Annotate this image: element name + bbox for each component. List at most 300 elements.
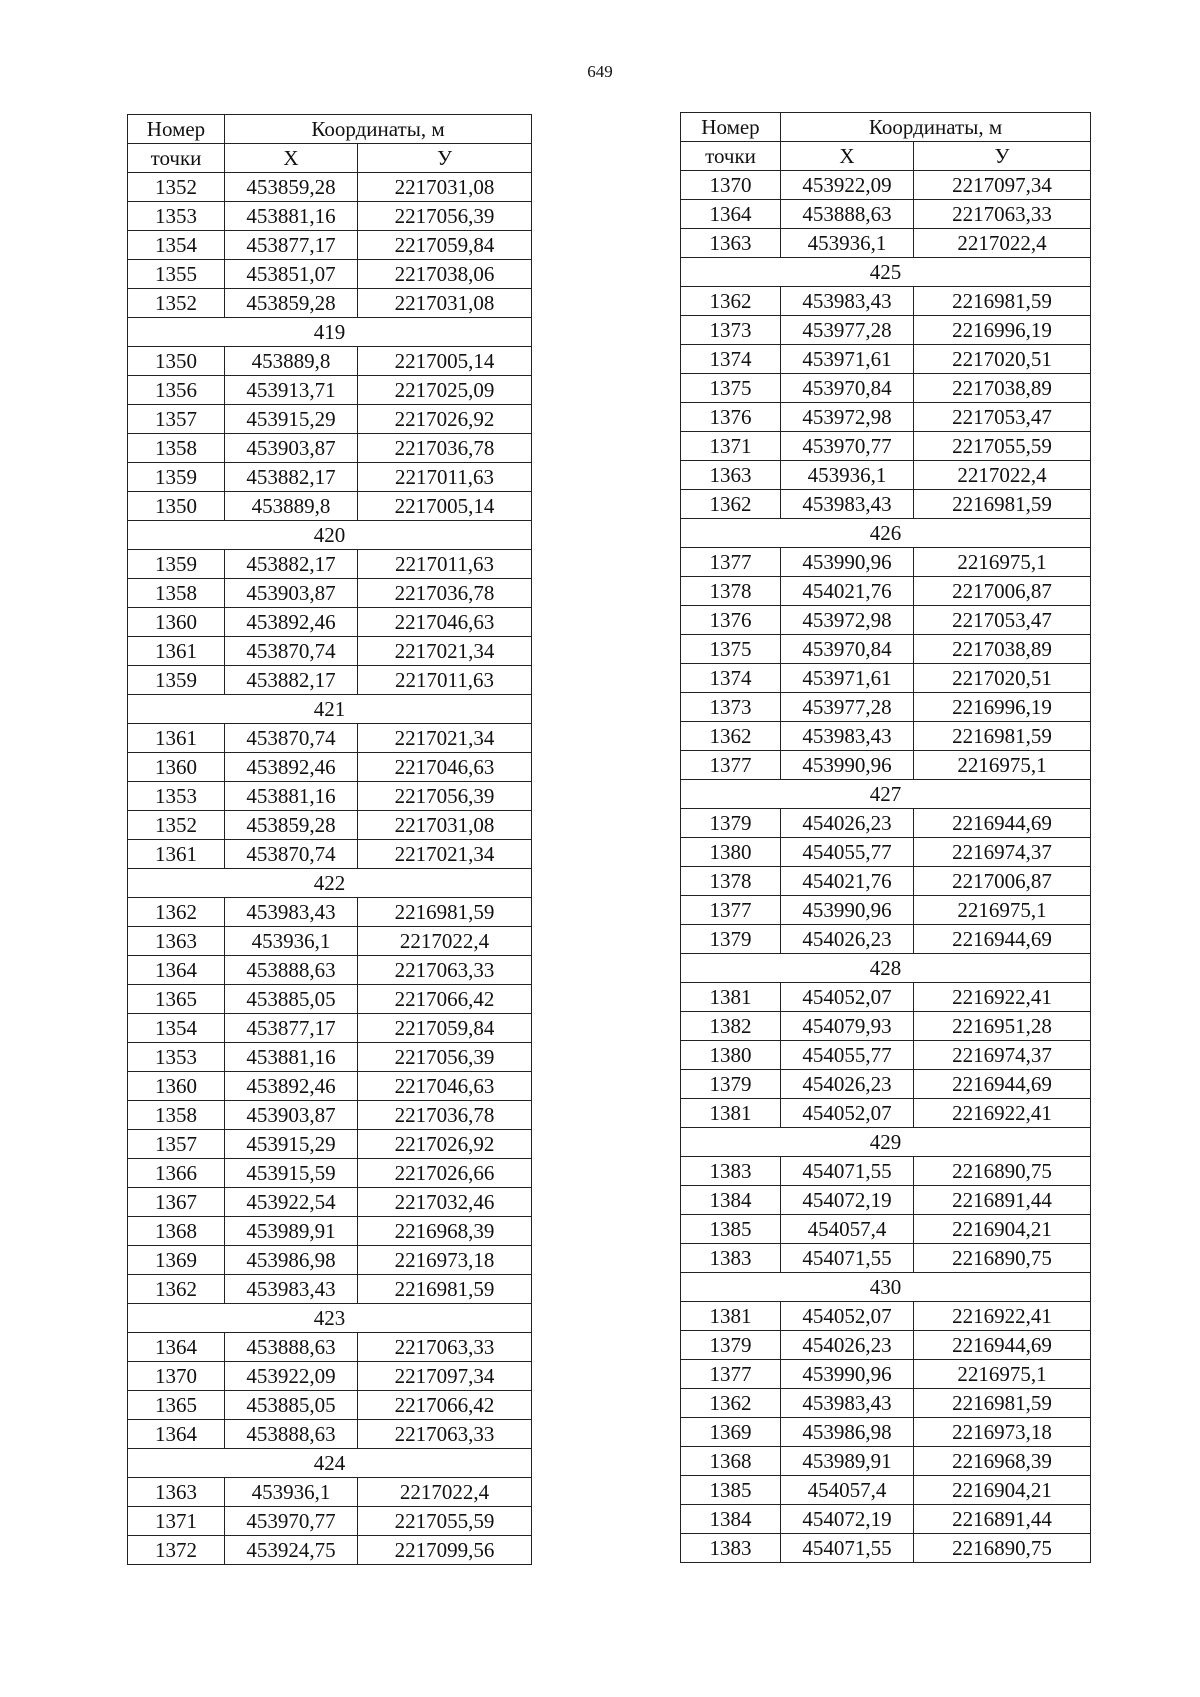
y-coordinate-cell: 2216974,37 xyxy=(914,1041,1091,1070)
table-row xyxy=(128,608,532,637)
x-column-header: Х xyxy=(781,142,914,171)
point-number-cell: 1379 xyxy=(681,1070,781,1099)
table-row xyxy=(681,490,1091,519)
table-row xyxy=(128,1159,532,1188)
y-coordinate-cell: 2217011,63 xyxy=(358,463,532,492)
point-number-cell: 1361 xyxy=(128,840,225,869)
point-number-cell: 1366 xyxy=(128,1159,225,1188)
y-coordinate-cell: 2217005,14 xyxy=(358,347,532,376)
point-number-cell: 1354 xyxy=(128,231,225,260)
table-row xyxy=(681,1157,1091,1186)
point-number-cell: 1352 xyxy=(128,289,225,318)
section-number: 424 xyxy=(128,1449,532,1478)
point-number-cell: 1379 xyxy=(681,1331,781,1360)
point-number-cell: 1376 xyxy=(681,403,781,432)
x-coordinate-cell: 453986,98 xyxy=(781,1418,914,1447)
table-row xyxy=(128,1536,532,1565)
y-coordinate-cell: 2216975,1 xyxy=(914,548,1091,577)
y-coordinate-cell: 2217020,51 xyxy=(914,664,1091,693)
coordinates-table-right xyxy=(680,112,1091,1563)
point-number-cell: 1377 xyxy=(681,896,781,925)
section-row xyxy=(681,258,1091,287)
y-coordinate-cell: 2217032,46 xyxy=(358,1188,532,1217)
point-number-cell: 1359 xyxy=(128,463,225,492)
point-number-cell: 1357 xyxy=(128,405,225,434)
table-row xyxy=(681,1302,1091,1331)
y-coordinate-cell: 2216973,18 xyxy=(914,1418,1091,1447)
x-coordinate-cell: 453885,05 xyxy=(225,985,358,1014)
point-number-cell: 1360 xyxy=(128,1072,225,1101)
point-number-header-top: Номер xyxy=(681,113,781,142)
section-number: 426 xyxy=(681,519,1091,548)
table-row xyxy=(681,287,1091,316)
x-coordinate-cell: 453986,98 xyxy=(225,1246,358,1275)
y-coordinate-cell: 2216975,1 xyxy=(914,896,1091,925)
x-coordinate-cell: 453877,17 xyxy=(225,1014,358,1043)
x-coordinate-cell: 454055,77 xyxy=(781,1041,914,1070)
point-number-cell: 1376 xyxy=(681,606,781,635)
table-row xyxy=(128,724,532,753)
x-coordinate-cell: 453870,74 xyxy=(225,637,358,666)
x-coordinate-cell: 453913,71 xyxy=(225,376,358,405)
x-coordinate-cell: 454079,93 xyxy=(781,1012,914,1041)
point-number-cell: 1383 xyxy=(681,1244,781,1273)
table-row xyxy=(681,693,1091,722)
coordinates-header: Координаты, м xyxy=(225,115,532,144)
point-number-header-bottom: точки xyxy=(128,144,225,173)
table-row xyxy=(681,983,1091,1012)
x-coordinate-cell: 453892,46 xyxy=(225,753,358,782)
y-coordinate-cell: 2216981,59 xyxy=(914,722,1091,751)
point-number-cell: 1362 xyxy=(128,898,225,927)
table-header-row xyxy=(681,113,1091,142)
point-number-cell: 1372 xyxy=(128,1536,225,1565)
table-row xyxy=(128,405,532,434)
y-coordinate-cell: 2216922,41 xyxy=(914,1302,1091,1331)
point-number-cell: 1379 xyxy=(681,925,781,954)
table-row xyxy=(681,432,1091,461)
table-row xyxy=(681,403,1091,432)
table-row xyxy=(681,200,1091,229)
table-row xyxy=(128,231,532,260)
point-number-cell: 1358 xyxy=(128,579,225,608)
x-coordinate-cell: 453882,17 xyxy=(225,463,358,492)
x-coordinate-cell: 454071,55 xyxy=(781,1534,914,1563)
section-number: 428 xyxy=(681,954,1091,983)
y-coordinate-cell: 2217022,4 xyxy=(358,927,532,956)
x-coordinate-cell: 453990,96 xyxy=(781,751,914,780)
x-coordinate-cell: 453870,74 xyxy=(225,724,358,753)
table-header-row xyxy=(128,115,532,144)
table-row xyxy=(128,840,532,869)
x-coordinate-cell: 453903,87 xyxy=(225,579,358,608)
x-coordinate-cell: 453990,96 xyxy=(781,896,914,925)
point-number-cell: 1375 xyxy=(681,374,781,403)
table-row xyxy=(128,1072,532,1101)
point-number-cell: 1356 xyxy=(128,376,225,405)
table-row xyxy=(128,492,532,521)
point-number-cell: 1370 xyxy=(128,1362,225,1391)
point-number-cell: 1373 xyxy=(681,316,781,345)
section-row xyxy=(128,869,532,898)
x-coordinate-cell: 453888,63 xyxy=(225,956,358,985)
x-coordinate-cell: 453936,1 xyxy=(225,1478,358,1507)
point-number-cell: 1358 xyxy=(128,1101,225,1130)
y-column-header: У xyxy=(914,142,1091,171)
y-coordinate-cell: 2216944,69 xyxy=(914,1331,1091,1360)
y-coordinate-cell: 2216973,18 xyxy=(358,1246,532,1275)
y-coordinate-cell: 2217021,34 xyxy=(358,840,532,869)
x-coordinate-cell: 453936,1 xyxy=(781,461,914,490)
point-number-cell: 1381 xyxy=(681,1099,781,1128)
x-coordinate-cell: 453990,96 xyxy=(781,548,914,577)
y-coordinate-cell: 2217036,78 xyxy=(358,1101,532,1130)
y-coordinate-cell: 2217026,92 xyxy=(358,405,532,434)
y-coordinate-cell: 2217046,63 xyxy=(358,1072,532,1101)
y-coordinate-cell: 2217066,42 xyxy=(358,985,532,1014)
point-number-header-bottom: точки xyxy=(681,142,781,171)
table-row xyxy=(128,811,532,840)
point-number-cell: 1368 xyxy=(681,1447,781,1476)
table-row xyxy=(681,722,1091,751)
point-number-cell: 1371 xyxy=(681,432,781,461)
x-coordinate-cell: 453970,77 xyxy=(225,1507,358,1536)
y-coordinate-cell: 2216981,59 xyxy=(358,1275,532,1304)
y-coordinate-cell: 2216904,21 xyxy=(914,1215,1091,1244)
table-row xyxy=(128,1391,532,1420)
point-number-cell: 1353 xyxy=(128,202,225,231)
y-coordinate-cell: 2217056,39 xyxy=(358,782,532,811)
x-coordinate-cell: 454057,4 xyxy=(781,1476,914,1505)
table-row xyxy=(681,1244,1091,1273)
point-number-cell: 1380 xyxy=(681,838,781,867)
point-number-cell: 1377 xyxy=(681,548,781,577)
y-coordinate-cell: 2217056,39 xyxy=(358,202,532,231)
y-coordinate-cell: 2217026,92 xyxy=(358,1130,532,1159)
table-row xyxy=(128,202,532,231)
table-row xyxy=(681,1389,1091,1418)
point-number-cell: 1357 xyxy=(128,1130,225,1159)
point-number-cell: 1384 xyxy=(681,1186,781,1215)
section-number: 425 xyxy=(681,258,1091,287)
x-coordinate-cell: 453936,1 xyxy=(225,927,358,956)
x-coordinate-cell: 453882,17 xyxy=(225,550,358,579)
point-number-cell: 1369 xyxy=(128,1246,225,1275)
table-row xyxy=(128,1420,532,1449)
table-row xyxy=(128,1275,532,1304)
y-coordinate-cell: 2217025,09 xyxy=(358,376,532,405)
y-coordinate-cell: 2217031,08 xyxy=(358,289,532,318)
y-coordinate-cell: 2217046,63 xyxy=(358,753,532,782)
y-coordinate-cell: 2217011,63 xyxy=(358,550,532,579)
table-row xyxy=(681,461,1091,490)
x-coordinate-cell: 453936,1 xyxy=(781,229,914,258)
section-row xyxy=(128,695,532,724)
table-row xyxy=(128,1043,532,1072)
x-coordinate-cell: 453851,07 xyxy=(225,260,358,289)
point-number-cell: 1375 xyxy=(681,635,781,664)
table-row xyxy=(128,1507,532,1536)
x-coordinate-cell: 453892,46 xyxy=(225,608,358,637)
x-coordinate-cell: 453903,87 xyxy=(225,1101,358,1130)
table-row xyxy=(681,374,1091,403)
x-coordinate-cell: 454026,23 xyxy=(781,925,914,954)
point-number-cell: 1353 xyxy=(128,782,225,811)
x-coordinate-cell: 453972,98 xyxy=(781,606,914,635)
point-number-cell: 1358 xyxy=(128,434,225,463)
table-row xyxy=(681,1360,1091,1389)
point-number-cell: 1352 xyxy=(128,811,225,840)
y-coordinate-cell: 2216981,59 xyxy=(914,490,1091,519)
table-row xyxy=(128,1101,532,1130)
page-number: 649 xyxy=(587,62,613,81)
y-coordinate-cell: 2216975,1 xyxy=(914,751,1091,780)
x-coordinate-cell: 453972,98 xyxy=(781,403,914,432)
y-coordinate-cell: 2217063,33 xyxy=(358,1333,532,1362)
y-coordinate-cell: 2217036,78 xyxy=(358,579,532,608)
y-coordinate-cell: 2216975,1 xyxy=(914,1360,1091,1389)
table-row xyxy=(128,782,532,811)
x-coordinate-cell: 453888,63 xyxy=(225,1420,358,1449)
point-number-cell: 1382 xyxy=(681,1012,781,1041)
x-coordinate-cell: 453881,16 xyxy=(225,202,358,231)
y-coordinate-cell: 2216944,69 xyxy=(914,809,1091,838)
point-number-cell: 1361 xyxy=(128,637,225,666)
x-column-header: Х xyxy=(225,144,358,173)
x-coordinate-cell: 453983,43 xyxy=(781,722,914,751)
point-number-cell: 1363 xyxy=(128,1478,225,1507)
point-number-cell: 1378 xyxy=(681,867,781,896)
table-row xyxy=(681,1041,1091,1070)
section-number: 427 xyxy=(681,780,1091,809)
y-coordinate-cell: 2217021,34 xyxy=(358,724,532,753)
x-coordinate-cell: 453922,09 xyxy=(225,1362,358,1391)
y-coordinate-cell: 2217097,34 xyxy=(914,171,1091,200)
table-row xyxy=(681,1215,1091,1244)
table-row xyxy=(681,1331,1091,1360)
y-coordinate-cell: 2217099,56 xyxy=(358,1536,532,1565)
x-coordinate-cell: 453971,61 xyxy=(781,345,914,374)
table-row xyxy=(681,838,1091,867)
y-coordinate-cell: 2216922,41 xyxy=(914,983,1091,1012)
y-coordinate-cell: 2216968,39 xyxy=(358,1217,532,1246)
table-row xyxy=(681,1447,1091,1476)
x-coordinate-cell: 454072,19 xyxy=(781,1186,914,1215)
y-coordinate-cell: 2216890,75 xyxy=(914,1244,1091,1273)
table-row xyxy=(128,260,532,289)
section-row xyxy=(128,1304,532,1333)
table-row xyxy=(128,666,532,695)
x-coordinate-cell: 453970,77 xyxy=(781,432,914,461)
x-coordinate-cell: 453983,43 xyxy=(781,490,914,519)
x-coordinate-cell: 454021,76 xyxy=(781,867,914,896)
table-row xyxy=(681,635,1091,664)
point-number-cell: 1359 xyxy=(128,666,225,695)
x-coordinate-cell: 454052,07 xyxy=(781,1099,914,1128)
x-coordinate-cell: 454052,07 xyxy=(781,983,914,1012)
y-coordinate-cell: 2217056,39 xyxy=(358,1043,532,1072)
point-number-cell: 1365 xyxy=(128,985,225,1014)
y-coordinate-cell: 2216951,28 xyxy=(914,1012,1091,1041)
table-row xyxy=(128,434,532,463)
table-row xyxy=(128,347,532,376)
x-coordinate-cell: 453970,84 xyxy=(781,374,914,403)
point-number-cell: 1378 xyxy=(681,577,781,606)
point-number-cell: 1355 xyxy=(128,260,225,289)
table-row xyxy=(681,896,1091,925)
point-number-cell: 1367 xyxy=(128,1188,225,1217)
y-coordinate-cell: 2217063,33 xyxy=(358,1420,532,1449)
point-number-cell: 1360 xyxy=(128,608,225,637)
section-row xyxy=(128,1449,532,1478)
table-row xyxy=(128,550,532,579)
section-number: 420 xyxy=(128,521,532,550)
section-number: 422 xyxy=(128,869,532,898)
table-row xyxy=(128,956,532,985)
section-row xyxy=(681,954,1091,983)
table-row xyxy=(128,1246,532,1275)
y-column-header: У xyxy=(358,144,532,173)
x-coordinate-cell: 453989,91 xyxy=(225,1217,358,1246)
point-number-cell: 1379 xyxy=(681,809,781,838)
table-row xyxy=(128,985,532,1014)
table-row xyxy=(128,1188,532,1217)
point-number-cell: 1354 xyxy=(128,1014,225,1043)
point-number-cell: 1385 xyxy=(681,1476,781,1505)
table-row xyxy=(681,548,1091,577)
table-row xyxy=(681,1534,1091,1563)
table-row xyxy=(681,1070,1091,1099)
table-row xyxy=(681,229,1091,258)
x-coordinate-cell: 453922,54 xyxy=(225,1188,358,1217)
point-number-cell: 1353 xyxy=(128,1043,225,1072)
point-number-cell: 1374 xyxy=(681,664,781,693)
point-number-cell: 1381 xyxy=(681,983,781,1012)
y-coordinate-cell: 2217038,06 xyxy=(358,260,532,289)
y-coordinate-cell: 2217022,4 xyxy=(914,229,1091,258)
coordinates-header: Координаты, м xyxy=(781,113,1091,142)
table-row xyxy=(128,173,532,202)
y-coordinate-cell: 2217031,08 xyxy=(358,173,532,202)
x-coordinate-cell: 453915,29 xyxy=(225,405,358,434)
section-row xyxy=(681,519,1091,548)
x-coordinate-cell: 453870,74 xyxy=(225,840,358,869)
x-coordinate-cell: 454026,23 xyxy=(781,1331,914,1360)
table-row xyxy=(128,927,532,956)
x-coordinate-cell: 453915,59 xyxy=(225,1159,358,1188)
x-coordinate-cell: 453882,17 xyxy=(225,666,358,695)
y-coordinate-cell: 2216981,59 xyxy=(914,1389,1091,1418)
x-coordinate-cell: 454021,76 xyxy=(781,577,914,606)
table-row xyxy=(128,1478,532,1507)
x-coordinate-cell: 454071,55 xyxy=(781,1244,914,1273)
table-row xyxy=(128,637,532,666)
y-coordinate-cell: 2217097,34 xyxy=(358,1362,532,1391)
table-row xyxy=(681,345,1091,374)
y-coordinate-cell: 2217020,51 xyxy=(914,345,1091,374)
point-number-cell: 1363 xyxy=(128,927,225,956)
point-number-cell: 1350 xyxy=(128,492,225,521)
table-row xyxy=(681,606,1091,635)
x-coordinate-cell: 453983,43 xyxy=(225,1275,358,1304)
y-coordinate-cell: 2216890,75 xyxy=(914,1534,1091,1563)
x-coordinate-cell: 454055,77 xyxy=(781,838,914,867)
x-coordinate-cell: 453989,91 xyxy=(781,1447,914,1476)
table-row xyxy=(681,664,1091,693)
x-coordinate-cell: 453903,87 xyxy=(225,434,358,463)
x-coordinate-cell: 453971,61 xyxy=(781,664,914,693)
y-coordinate-cell: 2216996,19 xyxy=(914,693,1091,722)
point-number-cell: 1369 xyxy=(681,1418,781,1447)
table-row xyxy=(681,751,1091,780)
x-coordinate-cell: 453881,16 xyxy=(225,1043,358,1072)
section-row xyxy=(681,1128,1091,1157)
y-coordinate-cell: 2217038,89 xyxy=(914,374,1091,403)
table-row xyxy=(128,1362,532,1391)
point-number-cell: 1364 xyxy=(128,956,225,985)
x-coordinate-cell: 453877,17 xyxy=(225,231,358,260)
y-coordinate-cell: 2217055,59 xyxy=(914,432,1091,461)
y-coordinate-cell: 2217053,47 xyxy=(914,606,1091,635)
table-row xyxy=(128,289,532,318)
point-number-cell: 1384 xyxy=(681,1505,781,1534)
x-coordinate-cell: 453892,46 xyxy=(225,1072,358,1101)
y-coordinate-cell: 2216904,21 xyxy=(914,1476,1091,1505)
y-coordinate-cell: 2217021,34 xyxy=(358,637,532,666)
point-number-cell: 1368 xyxy=(128,1217,225,1246)
x-coordinate-cell: 453888,63 xyxy=(781,200,914,229)
y-coordinate-cell: 2216891,44 xyxy=(914,1505,1091,1534)
point-number-cell: 1383 xyxy=(681,1157,781,1186)
y-coordinate-cell: 2217059,84 xyxy=(358,231,532,260)
point-number-cell: 1371 xyxy=(128,1507,225,1536)
table-row xyxy=(681,1099,1091,1128)
section-number: 419 xyxy=(128,318,532,347)
x-coordinate-cell: 454072,19 xyxy=(781,1505,914,1534)
point-number-cell: 1362 xyxy=(681,1389,781,1418)
section-number: 421 xyxy=(128,695,532,724)
y-coordinate-cell: 2216974,37 xyxy=(914,838,1091,867)
table-row xyxy=(681,316,1091,345)
y-coordinate-cell: 2216944,69 xyxy=(914,925,1091,954)
y-coordinate-cell: 2216968,39 xyxy=(914,1447,1091,1476)
point-number-cell: 1364 xyxy=(128,1420,225,1449)
table-row xyxy=(128,1130,532,1159)
section-row xyxy=(128,521,532,550)
section-row xyxy=(681,1273,1091,1302)
point-number-cell: 1361 xyxy=(128,724,225,753)
point-number-cell: 1374 xyxy=(681,345,781,374)
x-coordinate-cell: 453977,28 xyxy=(781,316,914,345)
point-number-cell: 1377 xyxy=(681,751,781,780)
point-number-cell: 1383 xyxy=(681,1534,781,1563)
y-coordinate-cell: 2217046,63 xyxy=(358,608,532,637)
y-coordinate-cell: 2216981,59 xyxy=(358,898,532,927)
table-row xyxy=(681,1012,1091,1041)
point-number-cell: 1373 xyxy=(681,693,781,722)
x-coordinate-cell: 453859,28 xyxy=(225,811,358,840)
x-coordinate-cell: 454026,23 xyxy=(781,809,914,838)
point-number-cell: 1377 xyxy=(681,1360,781,1389)
table-subheader-row xyxy=(128,144,532,173)
y-coordinate-cell: 2217036,78 xyxy=(358,434,532,463)
x-coordinate-cell: 453885,05 xyxy=(225,1391,358,1420)
y-coordinate-cell: 2217063,33 xyxy=(358,956,532,985)
point-number-cell: 1365 xyxy=(128,1391,225,1420)
y-coordinate-cell: 2217053,47 xyxy=(914,403,1091,432)
point-number-cell: 1360 xyxy=(128,753,225,782)
point-number-cell: 1385 xyxy=(681,1215,781,1244)
